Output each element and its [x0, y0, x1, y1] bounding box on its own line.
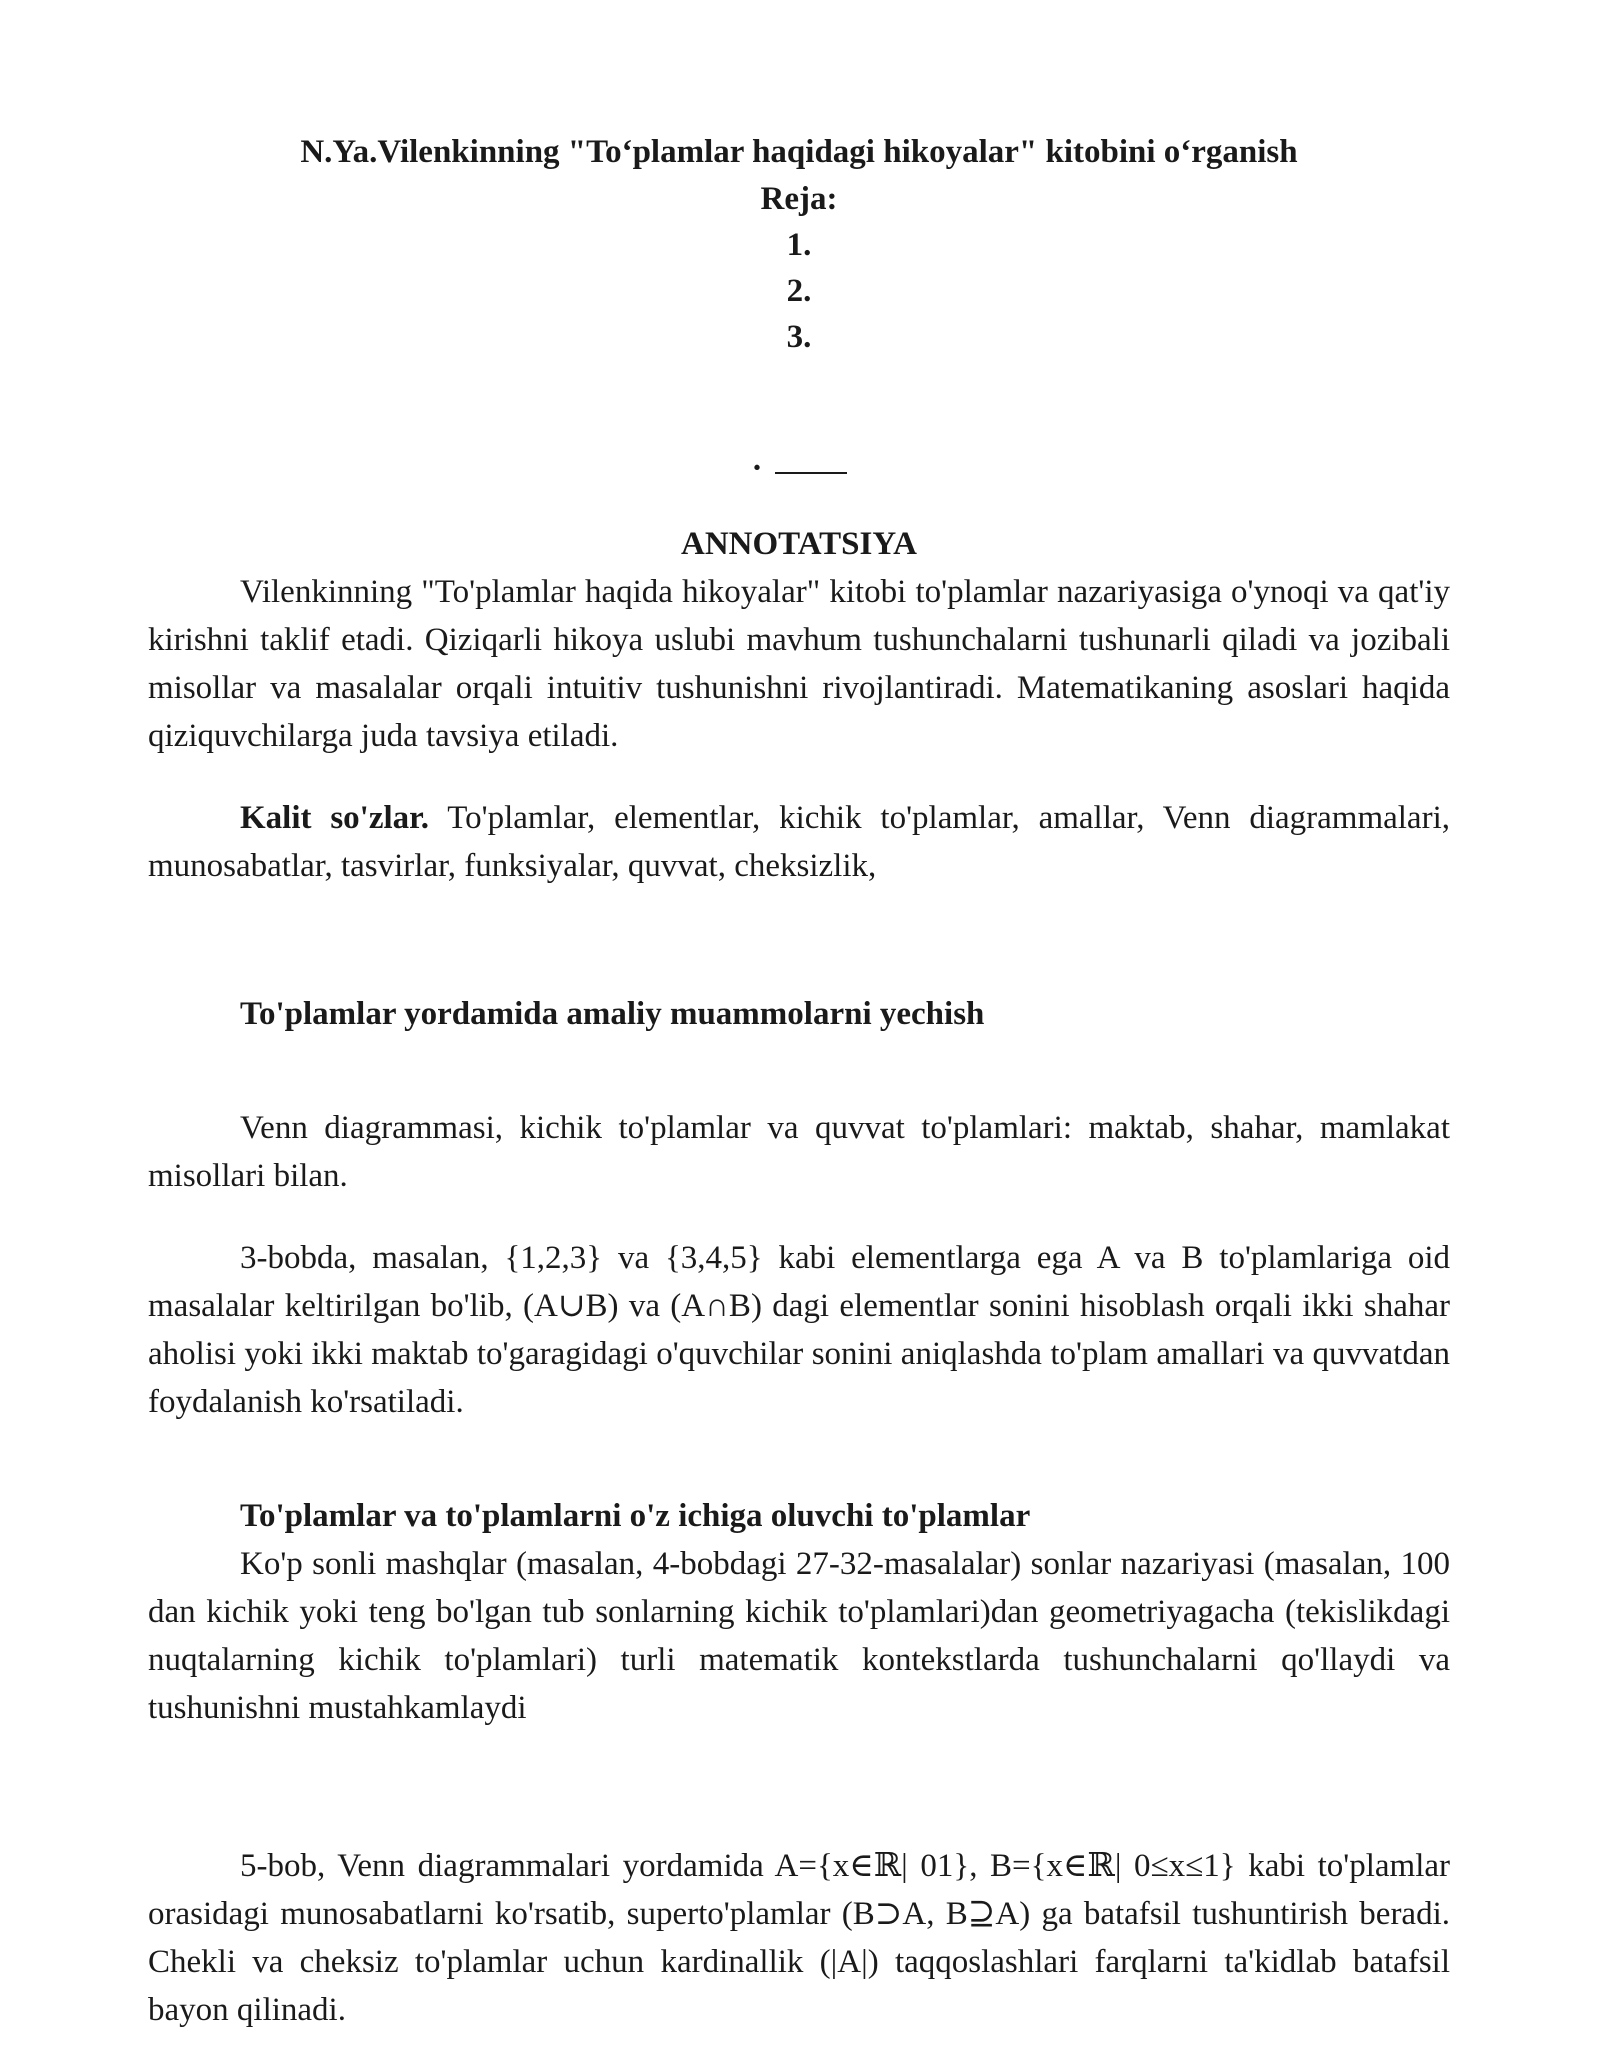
plan-item-1: 1. — [786, 227, 812, 263]
document-page — [148, 128, 1450, 2034]
annotation-heading: ANNOTATSIYA — [681, 526, 917, 562]
section1-paragraph2: 3-bobda, masalan, {1,2,3} va {3,4,5} kabi elementlarga ega A va B to'plamlariga oid masalalar keltirilgan bo'lib, (A∪B) va (A∩B) dagi elementlar sonini hisoblash orqali ikki shahar aholisi yoki ikki maktab to'garagidagi o'quvchilar sonini aniqlashda to'plam amallari va quvvatdan foydalanish ko'rsatiladi. — [148, 1240, 1450, 1420]
keywords-paragraph — [148, 794, 1450, 890]
divider — [148, 442, 1450, 487]
plan-item-2: 2. — [786, 273, 812, 309]
document-title: N.Ya.Vilenkinning "To‘plamlar haqidagi hikoyalar" kitobini o‘rganish — [300, 134, 1298, 170]
section2-paragraph2: 5-bob, Venn diagrammalari yordamida A={x∈ℝ| 01}, B={x∈ℝ| 0≤x≤1} kabi to'plamlar orasidagi munosabatlarni ko'rsatib, superto'plamlar (B⊃A, B⊇A) ga batafsil tushuntirish beradi. Chekli va cheksiz to'plamlar uchun kardinallik (|A|) taqqoslashlari farqlarni ta'kidlab batafsil bayon qilinadi. — [148, 1848, 1450, 2028]
divider-dot: · — [751, 450, 763, 487]
section1-heading: To'plamlar yordamida amaliy muammolarni yechish — [240, 996, 985, 1032]
plan-label: Reja: — [760, 181, 838, 217]
keywords-label: Kalit so'zlar. — [240, 800, 430, 836]
plan-item-3: 3. — [786, 319, 812, 355]
divider-line — [775, 472, 847, 474]
section1-paragraph1: Venn diagrammasi, kichik to'plamlar va quvvat to'plamlari: maktab, shahar, mamlakat misollari bilan. — [148, 1110, 1450, 1194]
annotation-text: Vilenkinning "To'plamlar haqida hikoyalar" kitobi to'plamlar nazariyasiga o'ynoqi va qat'iy kirishni taklif etadi. Qiziqarli hikoya uslubi mavhum tushunchalarni tushunarli qiladi va jozibali misollar va masalalar orqali intuitiv tushunishni rivojlantiradi. Matematikaning asoslari haqida qiziquvchilarga juda tavsiya etiladi. — [148, 574, 1450, 754]
keywords-text: To'plamlar, elementlar, kichik to'plamlar, amallar, Venn diagrammalari, munosabatlar, tasvirlar, funksiyalar, quvvat, cheksizlik, — [148, 800, 1450, 884]
section2-paragraph1: Ko'p sonli mashqlar (masalan, 4-bobdagi 27-32-masalalar) sonlar nazariyasi (masalan, 100 dan kichik yoki teng bo'lgan tub sonlarning kichik to'plamlari)dan geometriyagacha (tekislikdagi nuqtalarning kichik to'plamlari) turli matematik kontekstlarda tushunchalarni qo'llaydi va tushunishni mustahkamlaydi — [148, 1546, 1450, 1726]
section2-heading: To'plamlar va to'plamlarni o'z ichiga oluvchi to'plamlar — [240, 1498, 1031, 1534]
